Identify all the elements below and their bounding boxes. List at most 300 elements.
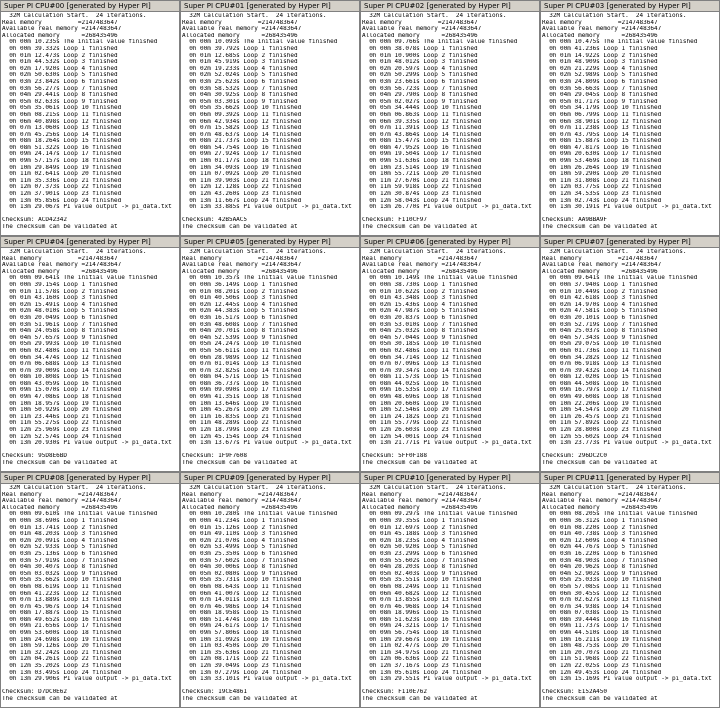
blank-line — [362, 447, 539, 454]
loop-line: 0h 11m 03.450s Loop 20 finished — [182, 643, 302, 650]
calc-header: 32M Calculation Start. 24 iterations. — [542, 13, 687, 19]
calc-header: 32M Calculation Start. 24 iterations. — [362, 485, 507, 491]
loop-line: 0h 02m 12.609s Loop 4 finished — [542, 537, 658, 544]
available-memory-line: Available real memory =2147483647 — [182, 26, 302, 33]
allocated-memory-line: Allocated memory =268435496 — [362, 32, 478, 39]
loop-line: 0h 10m 18.957s Loop 19 finished — [2, 400, 122, 407]
loop-line: 0h 11m 55.275s Loop 22 finished — [2, 420, 122, 427]
blank-line — [2, 447, 179, 454]
superpi-window[interactable] — [540, 472, 720, 708]
real-memory-line: Real memory =2147483647 — [542, 19, 658, 26]
loop-line: 0h 05m 35.662s Loop 10 finished — [182, 105, 302, 112]
loop-line: 0h 08m 21.737s Loop 15 finished — [182, 138, 302, 145]
loop-line: 0h 08m 15.477s Loop 15 finished — [362, 138, 482, 145]
loop-line: 0h 02m 52.024s Loop 5 finished — [182, 72, 298, 79]
checksum-line: Checksum: D7DC0E62 — [2, 689, 68, 696]
loop-line: 0h 05m 35.551s Loop 10 finished — [362, 577, 482, 584]
loop-line: 0h 03m 23.842s Loop 6 finished — [2, 78, 118, 85]
checksum-note: The checksum can be validated at — [362, 224, 478, 230]
loop-line: 0h 00m 41.234s Loop 1 finished — [182, 517, 298, 524]
loop-line: 0h 12m 25.969s Loop 23 finished — [2, 427, 122, 434]
loop-line: 0h 12m 03.775s Loop 22 finished — [542, 184, 662, 191]
loop-line: 0h 01m 10.449s Loop 2 finished — [542, 288, 658, 295]
loop-line: 0h 04m 30.925s Loop 8 finished — [182, 92, 298, 99]
real-memory-line: Real memory =2147483647 — [2, 19, 118, 26]
loop-line: 0h 06m 30.455s Loop 12 finished — [542, 590, 662, 597]
loop-line: 0h 02m 19.233s Loop 4 finished — [182, 65, 298, 72]
loop-line: 0h 01m 40.506s Loop 3 finished — [182, 295, 298, 302]
superpi-window[interactable] — [360, 0, 540, 236]
loop-line: 0h 06m 02.486s Loop 11 finished — [362, 347, 482, 354]
available-memory-line: Available real memory =2147483647 — [2, 26, 122, 33]
loop-line: 0h 13m 05.856s Loop 24 finished — [2, 197, 122, 204]
loop-line: 0h 03m 57.919s Loop 7 finished — [2, 557, 118, 564]
loop-line: 0h 02m 50.920s Loop 5 finished — [362, 544, 478, 551]
loop-line: 0h 01m 44.532s Loop 3 finished — [2, 59, 118, 66]
loop-line: 0h 07m 14.011s Loop 13 finished — [182, 597, 302, 604]
console-output — [541, 484, 719, 703]
loop-line: 0h 03m 16.220s Loop 6 finished — [542, 550, 658, 557]
loop-line: 0h 08m 36.737s Loop 16 finished — [182, 380, 302, 387]
loop-line: 0h 13m 23.773s PI value output -> pi_data.txt — [542, 440, 712, 447]
window-title[interactable]: Super PI CPU#09 [generated by Hyper PI] — [181, 473, 359, 484]
allocated-memory-line: Allocated memory =268435496 — [362, 504, 478, 511]
loop-line: 0h 06m 08.249s Loop 11 finished — [362, 583, 482, 590]
loop-line: 0h 13m 02.743s Loop 24 finished — [542, 197, 662, 204]
loop-line: 0h 02m 50.299s Loop 5 finished — [362, 72, 478, 79]
blank-line — [2, 211, 179, 218]
loop-line: 0h 07m 13.855s Loop 13 finished — [362, 597, 482, 604]
loop-line: 0h 10m 59.126s Loop 20 finished — [2, 643, 122, 650]
loop-line: 0h 11m 02.641s Loop 20 finished — [2, 171, 122, 178]
calc-header: 32M Calculation Start. 24 iterations. — [2, 13, 147, 19]
loop-line: 0h 08m 51.322s Loop 16 finished — [2, 144, 122, 151]
window-title[interactable]: Super PI CPU#07 [generated by Hyper PI] — [541, 237, 719, 248]
loop-line: 0h 12m 04.261s Loop 22 finished — [2, 656, 122, 663]
loop-line: 0h 02m 17.920s Loop 4 finished — [2, 65, 118, 72]
allocated-memory-line: Allocated memory =268435496 — [542, 32, 658, 39]
loop-line: 0h 09m 24.321s Loop 17 finished — [362, 623, 482, 630]
checksum-note: The checksum can be validated at — [362, 696, 478, 702]
loop-line: 0h 07m 46.968s Loop 14 finished — [362, 603, 482, 610]
loop-line: 0h 12m 08.171s Loop 22 finished — [182, 656, 302, 663]
loop-line: 0h 03m 48.903s Loop 7 finished — [542, 557, 658, 564]
superpi-window[interactable] — [0, 236, 180, 472]
loop-line: 0h 09m 57.157s Loop 18 finished — [2, 158, 122, 165]
calc-header: 32M Calculation Start. 24 iterations. — [542, 485, 687, 491]
loop-line: 0h 04m 24.058s Loop 8 finished — [2, 328, 118, 335]
real-memory-line: Real memory =2147483647 — [182, 19, 298, 26]
calc-header: 32M Calculation Start. 24 iterations. — [182, 249, 327, 255]
loop-line: 0h 03m 52.719s Loop 7 finished — [542, 321, 658, 328]
loop-line: 0h 11m 31.808s Loop 21 finished — [542, 177, 662, 184]
available-memory-line: Available real memory =2147483647 — [542, 498, 662, 505]
loop-line: 0h 02m 12.445s Loop 4 finished — [182, 301, 298, 308]
loop-line: 0h 12m 30.874s Loop 23 finished — [362, 191, 482, 198]
loop-line: 0h 07m 07.096s Loop 13 finished — [362, 361, 482, 368]
loop-line: 0h 12m 07.373s Loop 22 finished — [2, 184, 122, 191]
loop-line: 0h 07m 39.347s Loop 14 finished — [362, 367, 482, 374]
loop-line: 0h 10m 52.546s Loop 20 finished — [362, 407, 482, 414]
loop-line: 0h 12m 58.043s Loop 24 finished — [362, 197, 482, 204]
loop-line: 0h 09m 21.656s Loop 17 finished — [2, 623, 122, 630]
loop-line: 0h 12m 37.167s Loop 23 finished — [362, 663, 482, 670]
loop-line: 0h 00m 38.078s Loop 1 finished — [362, 45, 478, 52]
superpi-window[interactable] — [180, 472, 360, 708]
loop-line: 0h 02m 47.987s Loop 5 finished — [362, 308, 478, 315]
calc-header: 32M Calculation Start. 24 iterations. — [2, 485, 147, 491]
allocated-memory-line: Allocated memory =268435496 — [542, 504, 658, 511]
loop-line: 0h 06m 34.282s Loop 12 finished — [542, 354, 662, 361]
loop-line: 0h 04m 57.657s Loop 9 finished — [2, 334, 118, 341]
loop-line: 0h 02m 44.767s Loop 5 finished — [542, 544, 658, 551]
superpi-window[interactable] — [360, 236, 540, 472]
loop-line: 0h 00m 10.235s The initial value finished — [2, 39, 158, 46]
window-title[interactable]: Super PI CPU#02 [generated by Hyper PI] — [361, 1, 539, 12]
loop-line: 0h 06m 08.643s Loop 11 finished — [182, 583, 302, 590]
loop-line: 0h 00m 09.641s The initial value finished — [2, 275, 158, 282]
loop-line: 0h 13m 03.495s Loop 24 finished — [2, 669, 122, 676]
loop-line: 0h 01m 08.201s Loop 2 finished — [182, 288, 298, 295]
loop-line: 0h 10m 55.721s Loop 20 finished — [362, 171, 482, 178]
window-title[interactable]: Super PI CPU#11 [generated by Hyper PI] — [541, 473, 719, 484]
loop-line: 0h 07m 01.014s Loop 13 finished — [182, 361, 302, 368]
checksum-line: Checksum: 95D8E6BD — [2, 453, 68, 460]
loop-line: 0h 08m 10.808s Loop 15 finished — [2, 374, 122, 381]
loop-line: 0h 12m 12.128s Loop 22 finished — [182, 184, 302, 191]
superpi-window[interactable] — [540, 0, 720, 236]
superpi-window[interactable] — [180, 0, 360, 236]
loop-line: 0h 09m 20.630s Loop 17 finished — [542, 151, 662, 158]
loop-line: 0h 05m 57.085s Loop 11 finished — [542, 583, 662, 590]
loop-line: 0h 02m 53.499s Loop 5 finished — [182, 544, 298, 551]
real-memory-line: Real memory =2147483647 — [542, 255, 658, 262]
loop-line: 0h 02m 47.581s Loop 5 finished — [542, 308, 658, 315]
loop-line: 0h 11m 27.670s Loop 21 finished — [362, 177, 482, 184]
loop-line: 0h 00m 41.236s Loop 1 finished — [542, 45, 658, 52]
blank-line — [2, 683, 179, 690]
loop-line: 0h 13m 21.771s PI value output -> pi_data.txt — [362, 440, 532, 447]
loop-line: 0h 02m 15.491s Loop 4 finished — [2, 301, 118, 308]
loop-line: 0h 03m 56.663s Loop 7 finished — [542, 85, 658, 92]
loop-line: 0h 01m 08.220s Loop 2 finished — [542, 524, 658, 531]
window-title[interactable]: Super PI CPU#00 [generated by Hyper PI] — [1, 1, 179, 12]
loop-line: 0h 05m 35.731s Loop 10 finished — [182, 577, 302, 584]
window-title[interactable]: Super PI CPU#10 [generated by Hyper PI] — [361, 473, 539, 484]
console-output — [361, 248, 539, 467]
loop-line: 0h 08m 47.817s Loop 16 finished — [542, 144, 662, 151]
loop-line: 0h 02m 48.010s Loop 5 finished — [2, 308, 118, 315]
loop-line: 0h 07m 48.637s Loop 14 finished — [182, 131, 302, 138]
loop-line: 0h 13m 29.906s PI value output -> pi_data.txt — [2, 676, 172, 683]
window-title[interactable]: Super PI CPU#08 [generated by Hyper PI] — [1, 473, 179, 484]
available-memory-line: Available real memory =2147483647 — [182, 262, 302, 269]
loop-line: 0h 04m 28.203s Loop 8 finished — [362, 564, 478, 571]
loop-line: 0h 03m 20.101s Loop 6 finished — [542, 314, 658, 321]
loop-line: 0h 00m 38.690s Loop 1 finished — [2, 517, 118, 524]
loop-line: 0h 08m 18.264s Loop 15 finished — [2, 138, 122, 145]
loop-line: 0h 03m 23.299s Loop 6 finished — [362, 550, 478, 557]
loop-line: 0h 10m 22.206s Loop 19 finished — [542, 400, 662, 407]
blank-line — [182, 211, 359, 218]
loop-line: 0h 11m 34.975s Loop 21 finished — [362, 649, 482, 656]
calc-header: 32M Calculation Start. 24 iterations. — [2, 249, 147, 255]
loop-line: 0h 05m 02.027s Loop 9 finished — [362, 98, 478, 105]
loop-line: 0h 09m 16.535s Loop 17 finished — [362, 387, 482, 394]
loop-line: 0h 06m 01.736s Loop 11 finished — [542, 347, 662, 354]
real-memory-line: Real memory =2147483647 — [362, 19, 478, 26]
loop-line: 0h 11m 02.477s Loop 20 finished — [362, 643, 482, 650]
loop-line: 0h 13m 05.610s Loop 24 finished — [362, 669, 482, 676]
loop-line: 0h 05m 30.185s Loop 10 finished — [362, 341, 482, 348]
checksum-line: Checksum: F110E762 — [362, 689, 428, 696]
loop-line: 0h 03m 48.608s Loop 7 finished — [182, 321, 298, 328]
allocated-memory-line: Allocated memory =268435496 — [362, 268, 478, 275]
loop-line: 0h 04m 30.407s Loop 8 finished — [2, 564, 118, 571]
loop-line: 0h 05m 02.403s Loop 9 finished — [362, 570, 478, 577]
superpi-window[interactable] — [360, 472, 540, 708]
loop-line: 0h 10m 26.264s Loop 19 finished — [542, 164, 662, 171]
checksum-line: Checksum: ACD42342 — [2, 217, 68, 224]
loop-line: 0h 12m 28.800s Loop 23 finished — [542, 427, 662, 434]
loop-line: 0h 12m 18.799s Loop 23 finished — [182, 427, 302, 434]
checksum-note: The checksum can be validated at — [182, 224, 298, 230]
real-memory-line: Real memory =2147483647 — [182, 255, 298, 262]
loop-line: 0h 03m 58.532s Loop 7 finished — [182, 85, 298, 92]
loop-line: 0h 11m 32.242s Loop 21 finished — [2, 649, 122, 656]
loop-line: 0h 11m 48.289s Loop 22 finished — [182, 420, 302, 427]
loop-line: 0h 09m 19.504s Loop 17 finished — [362, 151, 482, 158]
checksum-line: Checksum: 1F9F7608 — [182, 453, 248, 460]
console-output — [181, 12, 359, 231]
loop-line: 0h 00m 39.792s Loop 1 finished — [182, 45, 298, 52]
loop-line: 0h 01m 15.126s Loop 2 finished — [182, 524, 298, 531]
loop-line: 0h 10m 16.211s Loop 19 finished — [542, 636, 662, 643]
real-memory-line: Real memory =2147483647 — [362, 255, 478, 262]
loop-line: 0h 09m 53.600s Loop 18 finished — [2, 630, 122, 637]
checksum-note: The checksum can be validated at — [542, 696, 658, 702]
loop-line: 0h 02m 18.235s Loop 4 finished — [362, 537, 478, 544]
loop-line: 0h 06m 34.714s Loop 12 finished — [362, 354, 482, 361]
loop-line: 0h 01m 48.012s Loop 3 finished — [362, 59, 478, 66]
calc-header: 32M Calculation Start. 24 iterations. — [542, 249, 687, 255]
loop-line: 0h 08m 18.958s Loop 15 finished — [182, 610, 302, 617]
loop-line: 0h 05m 56.611s Loop 11 finished — [182, 347, 302, 354]
loop-line: 0h 10m 23.514s Loop 19 finished — [362, 164, 482, 171]
loop-line: 0h 00m 37.940s Loop 1 finished — [542, 281, 658, 288]
loop-line: 0h 10m 01.177s Loop 18 finished — [182, 158, 302, 165]
loop-line: 0h 01m 10.900s Loop 2 finished — [362, 52, 478, 59]
loop-line: 0h 13m 11.667s Loop 24 finished — [182, 197, 302, 204]
loop-line: 0h 06m 09.392s Loop 11 finished — [182, 111, 302, 118]
loop-line: 0h 08m 54.754s Loop 16 finished — [182, 144, 302, 151]
loop-line: 0h 11m 07.092s Loop 20 finished — [182, 171, 302, 178]
superpi-window[interactable] — [180, 236, 360, 472]
allocated-memory-line: Allocated memory =268435496 — [182, 268, 298, 275]
loop-line: 0h 07m 39.432s Loop 14 finished — [542, 367, 662, 374]
loop-line: 0h 08m 11.573s Loop 15 finished — [362, 374, 482, 381]
loop-line: 0h 01m 45.188s Loop 3 finished — [362, 531, 478, 538]
real-memory-line: Real memory =2147483647 — [2, 255, 118, 262]
loop-line: 0h 10m 29.667s Loop 19 finished — [362, 636, 482, 643]
loop-line: 0h 01m 14.922s Loop 2 finished — [542, 52, 658, 59]
console-output — [361, 484, 539, 703]
loop-line: 0h 12m 39.049s Loop 23 finished — [182, 663, 302, 670]
loop-line: 0h 13m 07.279s Loop 24 finished — [182, 669, 302, 676]
checksum-line: Checksum: 5FF0F188 — [362, 453, 428, 460]
loop-line: 0h 08m 17.887s Loop 15 finished — [2, 610, 122, 617]
loop-line: 0h 12m 06.636s Loop 22 finished — [362, 656, 482, 663]
loop-line: 0h 11m 20.707s Loop 21 finished — [542, 649, 662, 656]
loop-line: 0h 01m 42.618s Loop 3 finished — [542, 295, 658, 302]
loop-line: 0h 07m 46.986s Loop 14 finished — [182, 603, 302, 610]
loop-line: 0h 00m 09.297s The initial value finished — [362, 511, 518, 518]
loop-line: 0h 11m 59.918s Loop 22 finished — [362, 184, 482, 191]
loop-line: 0h 09m 24.617s Loop 17 finished — [182, 623, 302, 630]
loop-line: 0h 05m 35.061s Loop 10 finished — [2, 105, 122, 112]
checksum-line: Checksum: E152A450 — [542, 689, 608, 696]
loop-line: 0h 12m 43.260s Loop 23 finished — [182, 191, 302, 198]
window-title[interactable]: Super PI CPU#05 [generated by Hyper PI] — [181, 237, 359, 248]
allocated-memory-line: Allocated memory =268435496 — [182, 504, 298, 511]
loop-line: 0h 10m 34.093s Loop 19 finished — [182, 164, 302, 171]
calc-header: 32M Calculation Start. 24 iterations. — [182, 13, 327, 19]
loop-line: 0h 03m 57.602s Loop 7 finished — [182, 557, 298, 564]
loop-line: 0h 09m 57.806s Loop 18 finished — [182, 630, 302, 637]
loop-line: 0h 03m 25.136s Loop 6 finished — [2, 550, 118, 557]
loop-line: 0h 00m 10.149s The initial value finished — [362, 275, 518, 282]
superpi-window[interactable] — [0, 472, 180, 708]
loop-line: 0h 11m 35.336s Loop 21 finished — [2, 177, 122, 184]
loop-line: 0h 09m 15.070s Loop 17 finished — [2, 387, 122, 394]
console-output — [1, 248, 179, 467]
loop-line: 0h 06m 41.007s Loop 12 finished — [182, 590, 302, 597]
loop-line: 0h 08m 43.059s Loop 16 finished — [2, 380, 122, 387]
loop-line: 0h 12m 37.901s Loop 23 finished — [2, 191, 122, 198]
loop-line: 0h 13m 13.677s PI value output -> pi_data.txt — [182, 440, 352, 447]
loop-line: 0h 06m 38.901s Loop 12 finished — [542, 118, 662, 125]
loop-line: 0h 04m 25.032s Loop 8 finished — [362, 328, 478, 335]
loop-line: 0h 13m 33.885s PI value output -> pi_data.txt — [182, 204, 352, 211]
loop-line: 0h 00m 09.766s The initial value finished — [362, 39, 518, 46]
loop-line: 0h 04m 20.701s Loop 8 finished — [182, 328, 298, 335]
available-memory-line: Available real memory =2147483647 — [542, 262, 662, 269]
loop-line: 0h 13m 26.770s PI value output -> pi_data.txt — [362, 204, 532, 211]
checksum-note: The checksum can be validated at — [362, 460, 478, 466]
available-memory-line: Available real memory =2147483647 — [362, 262, 482, 269]
loop-line: 0h 04m 20.962s Loop 8 finished — [542, 564, 658, 571]
loop-line: 0h 00m 08.205s The initial value finished — [542, 511, 698, 518]
loop-line: 0h 11m 55.779s Loop 22 finished — [362, 420, 482, 427]
available-memory-line: Available real memory =2147483647 — [542, 26, 662, 33]
loop-line: 0h 12m 22.025s Loop 23 finished — [542, 663, 662, 670]
loop-line: 0h 03m 53.010s Loop 7 finished — [362, 321, 478, 328]
loop-line: 0h 12m 49.453s Loop 24 finished — [542, 669, 662, 676]
loop-line: 0h 06m 40.898s Loop 12 finished — [2, 118, 122, 125]
loop-line: 0h 04m 52.539s Loop 9 finished — [182, 334, 298, 341]
available-memory-line: Available real memory =2147483647 — [362, 26, 482, 33]
loop-line: 0h 02m 14.970s Loop 4 finished — [542, 301, 658, 308]
loop-line: 0h 01m 11.578s Loop 2 finished — [2, 288, 118, 295]
loop-line: 0h 05m 29.993s Loop 10 finished — [2, 341, 122, 348]
loop-line: 0h 03m 25.350s Loop 6 finished — [182, 550, 298, 557]
loop-line: 0h 12m 52.574s Loop 24 finished — [2, 433, 122, 440]
checksum-note: The checksum can be validated at — [182, 696, 298, 702]
loop-line: 0h 09m 49.608s Loop 18 finished — [542, 394, 662, 401]
checksum-note: The checksum can be validated at — [542, 460, 658, 466]
superpi-window[interactable] — [540, 236, 720, 472]
loop-line: 0h 07m 45.256s Loop 14 finished — [2, 131, 122, 138]
loop-line: 0h 07m 06.688s Loop 13 finished — [2, 361, 122, 368]
checksum-line: Checksum: 19CE4861 — [182, 689, 248, 696]
loop-line: 0h 02m 44.383s Loop 5 finished — [182, 308, 298, 315]
loop-line: 0h 11m 23.446s Loop 21 finished — [2, 413, 122, 420]
loop-line: 0h 04m 29.441s Loop 8 finished — [2, 92, 118, 99]
loop-line: 0h 02m 21.229s Loop 4 finished — [542, 65, 658, 72]
loop-line: 0h 03m 24.809s Loop 6 finished — [542, 78, 658, 85]
loop-line: 0h 02m 52.989s Loop 5 finished — [542, 72, 658, 79]
console-output — [1, 484, 179, 703]
loop-line: 0h 08m 39.444s Loop 16 finished — [542, 616, 662, 623]
loop-line: 0h 01m 12.473s Loop 2 finished — [2, 52, 118, 59]
blank-line — [542, 211, 719, 218]
loop-line: 0h 01m 43.348s Loop 3 finished — [362, 295, 478, 302]
loop-line: 0h 06m 28.989s Loop 12 finished — [182, 354, 302, 361]
loop-line: 0h 11m 24.182s Loop 21 finished — [362, 413, 482, 420]
console-output — [1, 12, 179, 231]
real-memory-line: Real memory =2147483647 — [542, 491, 658, 498]
allocated-memory-line: Allocated memory =268435496 — [542, 268, 658, 275]
window-title[interactable]: Super PI CPU#03 [generated by Hyper PI] — [541, 1, 719, 12]
loop-line: 0h 11m 26.457s Loop 21 finished — [542, 413, 662, 420]
window-title[interactable]: Super PI CPU#04 [generated by Hyper PI] — [1, 237, 179, 248]
window-title[interactable]: Super PI CPU#01 [generated by Hyper PI] — [181, 1, 359, 12]
loop-line: 0h 10m 50.929s Loop 20 finished — [2, 407, 122, 414]
loop-line: 0h 02m 20.597s Loop 4 finished — [362, 65, 478, 72]
loop-line: 0h 08m 49.652s Loop 16 finished — [2, 616, 122, 623]
loop-line: 0h 08m 18.996s Loop 15 finished — [362, 610, 482, 617]
loop-line: 0h 10m 20.660s Loop 19 finished — [362, 400, 482, 407]
loop-line: 0h 10m 54.547s Loop 20 finished — [542, 407, 662, 414]
loop-line: 0h 11m 51.968s Loop 22 finished — [542, 656, 662, 663]
loop-line: 0h 01m 48.203s Loop 3 finished — [2, 531, 118, 538]
real-memory-line: Real memory =2147483647 — [2, 491, 118, 498]
loop-line: 0h 00m 36.312s Loop 1 finished — [542, 517, 658, 524]
checksum-line: Checksum: 42B5AAC5 — [182, 217, 248, 224]
loop-line: 0h 09m 56.754s Loop 18 finished — [362, 630, 482, 637]
loop-line: 0h 09m 48.696s Loop 18 finished — [362, 394, 482, 401]
loop-line: 0h 07m 13.889s Loop 13 finished — [2, 597, 122, 604]
superpi-window[interactable] — [0, 0, 180, 236]
console-output — [361, 12, 539, 231]
loop-line: 0h 01m 43.160s Loop 3 finished — [2, 295, 118, 302]
loop-line: 0h 06m 41.223s Loop 12 finished — [2, 590, 122, 597]
window-title[interactable]: Super PI CPU#06 [generated by Hyper PI] — [361, 237, 539, 248]
checksum-note: The checksum can be validated at — [182, 460, 298, 466]
loop-line: 0h 07m 34.938s Loop 14 finished — [542, 603, 662, 610]
loop-line: 0h 08m 44.508s Loop 16 finished — [542, 380, 662, 387]
loop-line: 0h 07m 11.391s Loop 13 finished — [362, 125, 482, 132]
checksum-note: The checksum can be validated at — [2, 696, 118, 702]
loop-line: 0h 00m 10.280s The initial value finished — [182, 511, 338, 518]
loop-line: 0h 07m 11.238s Loop 13 finished — [542, 125, 662, 132]
available-memory-line: Available real memory =2147483647 — [2, 498, 122, 505]
loop-line: 0h 02m 20.091s Loop 4 finished — [2, 537, 118, 544]
loop-line: 0h 09m 41.351s Loop 18 finished — [182, 394, 302, 401]
loop-line: 0h 10m 48.753s Loop 20 finished — [542, 643, 662, 650]
loop-line: 0h 07m 06.918s Loop 13 finished — [542, 361, 662, 368]
loop-line: 0h 04m 29.045s Loop 8 finished — [542, 92, 658, 99]
